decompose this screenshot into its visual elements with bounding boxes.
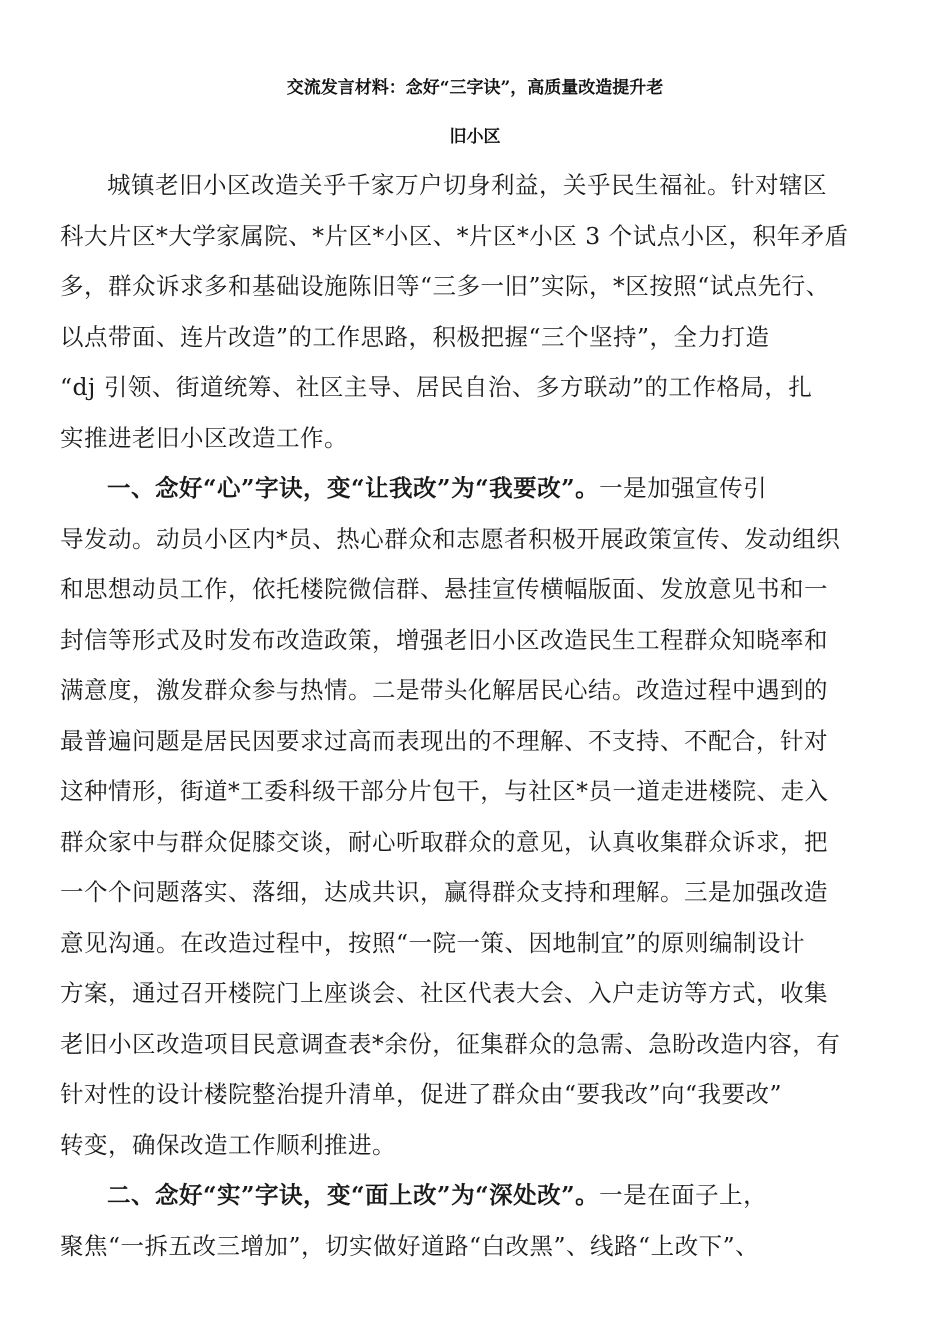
intro-line: 城镇老旧小区改造关乎千家万户切身利益，关乎民生福祉。针对辖区 [107,171,827,199]
section1-first-line [107,471,767,505]
document-title-line-1: 交流发言材料：念好“三字诀”，高质量改造提升老 [286,78,664,98]
section2-line: 聚焦“一拆五改三增加”，切实做好道路“白改黑”、线路“上改下”、 [60,1232,760,1260]
section1-line: 转变，确保改造工作顺利推进。 [60,1131,396,1159]
section1-line: 意见沟通。在改造过程中，按照“一院一策、因地制宜”的原则编制设计 [60,929,806,957]
section1-line: 封信等形式及时发布改造政策，增强老旧小区改造民生工程群众知晓率和 [60,626,828,654]
section1-line: 针对性的设计楼院整治提升清单，促进了群众由“要我改”向“我要改” [60,1080,783,1108]
section1-line: 方案，通过召开楼院门上座谈会、社区代表大会、入户走访等方式，收集 [60,979,828,1007]
document-title-line-2: 旧小区 [449,127,501,147]
section1-heading: 一、念好“心”字诀，变“让我改”为“我要改”。 [107,474,600,502]
section1-first-line-text: 一是加强宣传引 [599,474,768,502]
section1-line: 和思想动员工作，依托楼院微信群、悬挂宣传横幅版面、发放意见书和一 [60,575,828,603]
intro-line: 多，群众诉求多和基础设施陈旧等“三多一旧”实际，*区按照“试点先行、 [60,272,830,300]
intro-line: 以点带面、连片改造”的工作思路，积极把握“三个坚持”，全力打造 [60,323,770,351]
section2-first-line-text: 一是在面子上， [599,1181,768,1209]
intro-line: 科大片区*大学家属院、*片区*小区、*片区*小区 3 个试点小区，积年矛盾 [60,222,849,250]
section1-line: 导发动。动员小区内*员、热心群众和志愿者积极开展政策宣传、发动组织 [60,525,841,553]
section1-line: 群众家中与群众促膝交谈，耐心听取群众的意见，认真收集群众诉求，把 [60,828,828,856]
section1-line: 这种情形，街道*工委科级干部分片包干，与社区*员一道走进楼院、走入 [60,777,829,805]
section1-line: 最普遍问题是居民因要求过高而表现出的不理解、不支持、不配合，针对 [60,727,828,755]
section2-first-line [107,1178,767,1212]
section1-line: 老旧小区改造项目民意调查表*余份，征集群众的急需、急盼改造内容，有 [60,1030,841,1058]
intro-line: 实推进老旧小区改造工作。 [60,424,348,452]
section1-line: 一个个问题落实、落细，达成共识，赢得群众支持和理解。三是加强改造 [60,878,828,906]
section2-heading: 二、念好“实”字诀，变“面上改”为“深处改”。 [107,1181,600,1209]
intro-line: “dj 引领、街道统筹、社区主导、居民自治、多方联动”的工作格局，扎 [60,373,813,401]
section1-line: 满意度，激发群众参与热情。二是带头化解居民心结。改造过程中遇到的 [60,676,828,704]
